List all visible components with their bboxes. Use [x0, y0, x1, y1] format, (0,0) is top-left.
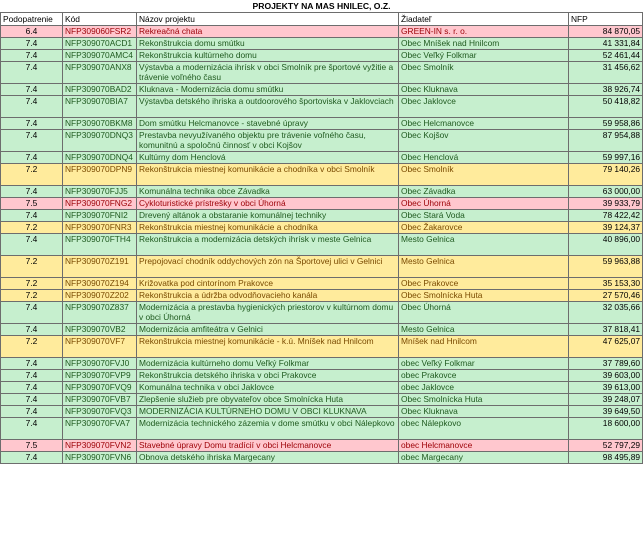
cell-ziadatel[interactable]: obec Margecany [399, 452, 569, 464]
cell-nazov[interactable]: Modernizácia kultúrneho domu Veľký Folkmar [137, 358, 399, 370]
cell-kod[interactable]: NFP309070FNI2 [63, 210, 137, 222]
cell-nazov[interactable]: Prestavba nevyužívaného objektu pre trávenie voľného času, komunitnú a spoločnú činnosť v obci Kojšov [137, 130, 399, 152]
table-row[interactable] [1, 290, 643, 302]
header-kod[interactable]: Kód [63, 13, 137, 26]
cell-podopatrenie[interactable]: 7.4 [1, 62, 63, 84]
table-row[interactable] [1, 336, 643, 358]
table-row[interactable] [1, 210, 643, 222]
cell-podopatrenie[interactable]: 7.2 [1, 164, 63, 186]
table-row[interactable] [1, 358, 643, 370]
cell-ziadatel[interactable]: Obec Smolnícka Huta [399, 394, 569, 406]
cell-nfp[interactable]: 98 495,89 [569, 452, 643, 464]
cell-nfp[interactable]: 47 625,07 [569, 336, 643, 358]
table-row[interactable] [1, 406, 643, 418]
cell-nfp[interactable]: 27 570,46 [569, 290, 643, 302]
cell-kod[interactable]: NFP309070Z837 [63, 302, 137, 324]
cell-podopatrenie[interactable]: 7.2 [1, 336, 63, 358]
cell-nfp[interactable]: 41 331,84 [569, 38, 643, 50]
cell-ziadatel[interactable]: Obec Smolník [399, 62, 569, 84]
cell-podopatrenie[interactable]: 7.2 [1, 222, 63, 234]
table-row[interactable] [1, 96, 643, 118]
cell-nfp[interactable]: 78 422,42 [569, 210, 643, 222]
cell-kod[interactable]: NFP309070FVJ0 [63, 358, 137, 370]
table-row[interactable] [1, 26, 643, 38]
cell-kod[interactable]: NFP309070DNQ3 [63, 130, 137, 152]
cell-ziadatel[interactable]: Obec Žakarovce [399, 222, 569, 234]
cell-ziadatel[interactable]: Obec Stará Voda [399, 210, 569, 222]
cell-nazov[interactable]: Rekonštrukcia miestnej komunikácie a chodníka v obci Smolník [137, 164, 399, 186]
cell-ziadatel[interactable]: Obec Úhorná [399, 198, 569, 210]
table-row[interactable] [1, 38, 643, 50]
cell-nfp[interactable]: 59 997,16 [569, 152, 643, 164]
cell-nazov[interactable]: Modernizácia amfiteátra v Gelnici [137, 324, 399, 336]
cell-podopatrenie[interactable]: 6.4 [1, 26, 63, 38]
cell-kod[interactable]: NFP309070FTH4 [63, 234, 137, 256]
cell-nazov[interactable]: Rekonštrukcia domu smútku [137, 38, 399, 50]
cell-ziadatel[interactable]: Obec Úhorná [399, 302, 569, 324]
cell-kod[interactable]: NFP309070FVN2 [63, 440, 137, 452]
table-row[interactable] [1, 234, 643, 256]
cell-nfp[interactable]: 39 248,07 [569, 394, 643, 406]
cell-nfp[interactable]: 38 926,74 [569, 84, 643, 96]
cell-ziadatel[interactable]: Obec Mníšek nad Hnilcom [399, 38, 569, 50]
cell-nazov[interactable]: Rekonštrukcia detského ihriska v obci Prakovce [137, 370, 399, 382]
cell-ziadatel[interactable]: Obec Prakovce [399, 278, 569, 290]
cell-podopatrenie[interactable]: 7.4 [1, 84, 63, 96]
table-row[interactable] [1, 324, 643, 336]
cell-podopatrenie[interactable]: 7.4 [1, 370, 63, 382]
cell-ziadatel[interactable]: obec Prakovce [399, 370, 569, 382]
cell-podopatrenie[interactable]: 7.4 [1, 406, 63, 418]
header-podopatrenie[interactable]: Podopatrenie [1, 13, 63, 26]
cell-nfp[interactable]: 52 461,44 [569, 50, 643, 62]
table-row[interactable] [1, 370, 643, 382]
cell-nfp[interactable]: 40 896,00 [569, 234, 643, 256]
cell-nazov[interactable]: Rekonštrukcia miestnej komunikácie a chodníka [137, 222, 399, 234]
cell-nazov[interactable]: Výstavba a modernizácia ihrísk v obci Smolník pre športové vyžitie a trávenie voľného času [137, 62, 399, 84]
cell-podopatrenie[interactable]: 7.4 [1, 186, 63, 198]
cell-nfp[interactable]: 50 418,82 [569, 96, 643, 118]
cell-nazov[interactable]: Dom smútku Helcmanovce - stavebné úpravy [137, 118, 399, 130]
table-row[interactable] [1, 256, 643, 278]
cell-kod[interactable]: NFP309070Z202 [63, 290, 137, 302]
cell-ziadatel[interactable]: Mníšek nad Hnilcom [399, 336, 569, 358]
cell-podopatrenie[interactable]: 7.4 [1, 210, 63, 222]
sheet-title: PROJEKTY NA MAS HNILEC, O.Z. [1, 0, 643, 13]
cell-ziadatel[interactable]: Mesto Gelnica [399, 324, 569, 336]
cell-nfp[interactable]: 59 963,88 [569, 256, 643, 278]
cell-nfp[interactable]: 84 870,05 [569, 26, 643, 38]
cell-ziadatel[interactable]: Obec Kluknava [399, 84, 569, 96]
table-row[interactable] [1, 198, 643, 210]
cell-nazov[interactable]: Modernizácia technického zázemia v dome smútku v obci Nálepkovo [137, 418, 399, 440]
cell-kod[interactable]: NFP309070FVN6 [63, 452, 137, 464]
cell-ziadatel[interactable]: Mesto Gelnica [399, 256, 569, 278]
table-row[interactable] [1, 452, 643, 464]
header-row [1, 13, 643, 26]
cell-kod[interactable]: NFP309070Z191 [63, 256, 137, 278]
cell-ziadatel[interactable]: Obec Henclová [399, 152, 569, 164]
cell-nazov[interactable]: Drevený altánok a obstaranie komunálnej techniky [137, 210, 399, 222]
cell-nazov[interactable]: Kultúrny dom Henclová [137, 152, 399, 164]
cell-nfp[interactable]: 39 613,00 [569, 382, 643, 394]
table-row[interactable] [1, 418, 643, 440]
cell-nazov[interactable]: Komunálna technika obce Závadka [137, 186, 399, 198]
cell-podopatrenie[interactable]: 7.4 [1, 96, 63, 118]
cell-podopatrenie[interactable]: 7.4 [1, 452, 63, 464]
cell-nfp[interactable]: 37 818,41 [569, 324, 643, 336]
cell-ziadatel[interactable]: Obec Jaklovce [399, 96, 569, 118]
cell-podopatrenie[interactable]: 7.5 [1, 198, 63, 210]
table-row[interactable] [1, 222, 643, 234]
cell-podopatrenie[interactable]: 7.4 [1, 38, 63, 50]
cell-kod[interactable]: NFP309070DNQ4 [63, 152, 137, 164]
cell-nfp[interactable]: 87 954,88 [569, 130, 643, 152]
cell-nfp[interactable]: 32 035,66 [569, 302, 643, 324]
cell-kod[interactable]: NFP309070BAD2 [63, 84, 137, 96]
cell-kod[interactable]: NFP309070BIA7 [63, 96, 137, 118]
cell-ziadatel[interactable]: Obec Veľký Folkmar [399, 50, 569, 62]
header-nazov[interactable]: Názov projektu [137, 13, 399, 26]
cell-podopatrenie[interactable]: 7.4 [1, 50, 63, 62]
cell-podopatrenie[interactable]: 7.4 [1, 418, 63, 440]
cell-kod[interactable]: NFP309070FVB7 [63, 394, 137, 406]
cell-podopatrenie[interactable]: 7.4 [1, 302, 63, 324]
cell-kod[interactable]: NFP309070VF7 [63, 336, 137, 358]
cell-kod[interactable]: NFP309070DPN9 [63, 164, 137, 186]
cell-ziadatel[interactable]: GREEN-IN s. r. o. [399, 26, 569, 38]
cell-nazov[interactable]: Výstavba detského ihriska a outdoorového športoviska v Jaklovciach [137, 96, 399, 118]
cell-podopatrenie[interactable]: 7.4 [1, 394, 63, 406]
cell-kod[interactable]: NFP309070AMC4 [63, 50, 137, 62]
cell-ziadatel[interactable]: obec Helcmanovce [399, 440, 569, 452]
cell-nfp[interactable]: 37 789,60 [569, 358, 643, 370]
cell-ziadatel[interactable]: Obec Kluknava [399, 406, 569, 418]
table-row[interactable] [1, 440, 643, 452]
cell-ziadatel[interactable]: Obec Závadka [399, 186, 569, 198]
cell-nazov[interactable]: MODERNIZÁCIA KULTÚRNEHO DOMU V OBCI KLUKNAVA [137, 406, 399, 418]
cell-podopatrenie[interactable]: 7.2 [1, 290, 63, 302]
cell-nfp[interactable]: 31 456,62 [569, 62, 643, 84]
cell-nazov[interactable]: Rekonštrukcia miestnej komunikácie - k.ú. Mníšek nad Hnilcom [137, 336, 399, 358]
table-row[interactable] [1, 50, 643, 62]
cell-podopatrenie[interactable]: 7.2 [1, 278, 63, 290]
cell-nazov[interactable]: Stavebné úpravy Domu tradícií v obci Helcmanovce [137, 440, 399, 452]
cell-kod[interactable]: NFP309070FVA7 [63, 418, 137, 440]
cell-nazov[interactable]: Zlepšenie služieb pre obyvateľov obce Smolnícka Huta [137, 394, 399, 406]
cell-nazov[interactable]: Križovatka pod cintorínom Prakovce [137, 278, 399, 290]
cell-kod[interactable]: NFP309070ANX8 [63, 62, 137, 84]
cell-podopatrenie[interactable]: 7.4 [1, 324, 63, 336]
cell-ziadatel[interactable]: Obec Smolnícka Huta [399, 290, 569, 302]
table-row[interactable] [1, 84, 643, 96]
cell-kod[interactable]: NFP309070FVP9 [63, 370, 137, 382]
cell-kod[interactable]: NFP309070FNG2 [63, 198, 137, 210]
cell-nfp[interactable]: 39 649,50 [569, 406, 643, 418]
cell-kod[interactable]: NFP309070Z194 [63, 278, 137, 290]
cell-podopatrenie[interactable]: 7.4 [1, 130, 63, 152]
cell-nfp[interactable]: 39 124,37 [569, 222, 643, 234]
table-row[interactable] [1, 278, 643, 290]
header-nfp[interactable]: NFP [569, 13, 643, 26]
cell-kod[interactable]: NFP309070FJJ5 [63, 186, 137, 198]
cell-kod[interactable]: NFP309070FVQ3 [63, 406, 137, 418]
cell-nfp[interactable]: 79 140,26 [569, 164, 643, 186]
cell-kod[interactable]: NFP309070BKM8 [63, 118, 137, 130]
table-row[interactable] [1, 382, 643, 394]
cell-nfp[interactable]: 59 958,86 [569, 118, 643, 130]
header-ziadatel[interactable]: Žiadateľ [399, 13, 569, 26]
table-row[interactable] [1, 394, 643, 406]
cell-nazov[interactable]: Modernizácia a prestavba hygienických priestorov v kultúrnom domu v obci Úhorná [137, 302, 399, 324]
cell-podopatrenie[interactable]: 7.5 [1, 440, 63, 452]
cell-ziadatel[interactable]: Obec Helcmanovce [399, 118, 569, 130]
cell-ziadatel[interactable]: obec Nálepkovo [399, 418, 569, 440]
cell-nazov[interactable]: Rekonštrukcia kultúrneho domu [137, 50, 399, 62]
cell-nfp[interactable]: 18 600,00 [569, 418, 643, 440]
table-row[interactable] [1, 152, 643, 164]
cell-podopatrenie[interactable]: 7.4 [1, 152, 63, 164]
cell-nazov[interactable]: Cykloturistické prístrešky v obci Úhorná [137, 198, 399, 210]
table-row[interactable] [1, 62, 643, 84]
cell-nfp[interactable]: 63 000,00 [569, 186, 643, 198]
cell-nazov[interactable]: Rekreačná chata [137, 26, 399, 38]
cell-podopatrenie[interactable]: 7.4 [1, 382, 63, 394]
table-row[interactable] [1, 118, 643, 130]
cell-ziadatel[interactable]: Obec Kojšov [399, 130, 569, 152]
cell-nazov[interactable]: Komunálna technika v obci Jaklovce [137, 382, 399, 394]
cell-podopatrenie[interactable]: 7.2 [1, 256, 63, 278]
table-row[interactable] [1, 186, 643, 198]
cell-nazov[interactable]: Kluknava - Modernizácia domu smútku [137, 84, 399, 96]
cell-nfp[interactable]: 35 153,30 [569, 278, 643, 290]
cell-nazov[interactable]: Rekonštrukcia a modernizácia detských ihrísk v meste Gelnica [137, 234, 399, 256]
cell-kod[interactable]: NFP309070FNR3 [63, 222, 137, 234]
cell-podopatrenie[interactable]: 7.4 [1, 358, 63, 370]
cell-nazov[interactable]: Obnova detského ihriska Margecany [137, 452, 399, 464]
cell-podopatrenie[interactable]: 7.4 [1, 118, 63, 130]
table-row[interactable] [1, 302, 643, 324]
table-row[interactable] [1, 164, 643, 186]
cell-kod[interactable]: NFP309060FSR2 [63, 26, 137, 38]
cell-ziadatel[interactable]: obec Veľký Folkmar [399, 358, 569, 370]
cell-podopatrenie[interactable]: 7.4 [1, 234, 63, 256]
cell-nazov[interactable]: Prepojovací chodník oddychových zón na Športovej ulici v Gelnici [137, 256, 399, 278]
cell-kod[interactable]: NFP309070FVQ9 [63, 382, 137, 394]
cell-kod[interactable]: NFP309070VB2 [63, 324, 137, 336]
cell-ziadatel[interactable]: Mesto Gelnica [399, 234, 569, 256]
table-row[interactable] [1, 130, 643, 152]
cell-ziadatel[interactable]: obec Jaklovce [399, 382, 569, 394]
cell-nfp[interactable]: 39 933,79 [569, 198, 643, 210]
cell-kod[interactable]: NFP309070ACD1 [63, 38, 137, 50]
cell-nazov[interactable]: Rekonštrukcia a údržba odvodňovacieho kanála [137, 290, 399, 302]
cell-ziadatel[interactable]: Obec Smolník [399, 164, 569, 186]
cell-nfp[interactable]: 52 797,29 [569, 440, 643, 452]
cell-nfp[interactable]: 39 603,00 [569, 370, 643, 382]
